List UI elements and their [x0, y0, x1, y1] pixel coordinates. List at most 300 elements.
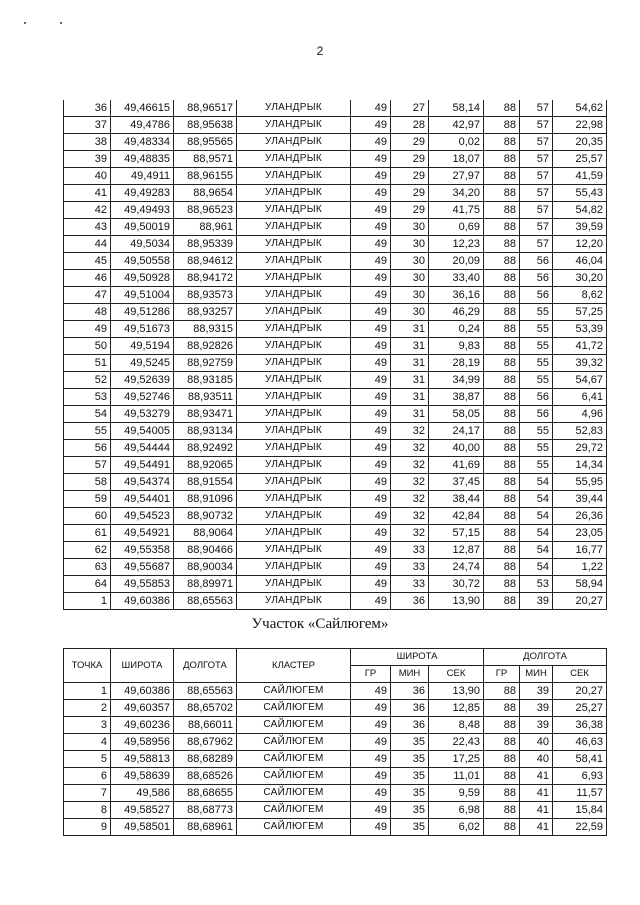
table-cell: 36 [64, 100, 111, 117]
table-cell: 49 [351, 751, 391, 768]
table-cell: 0,24 [429, 321, 484, 338]
table-cell: 47 [64, 287, 111, 304]
table-cell: 49,52746 [111, 389, 174, 406]
table-cell: 88 [484, 717, 520, 734]
table-cell: 49,49493 [111, 202, 174, 219]
table-cell: 41 [520, 819, 553, 836]
table-cell: 49 [351, 151, 391, 168]
cell-cluster: САЙЛЮГЕМ [237, 717, 351, 734]
table-cell: 57 [520, 236, 553, 253]
table-row [64, 457, 607, 474]
table-cell: 88 [484, 304, 520, 321]
table-cell: 30,72 [429, 576, 484, 593]
table-cell: 62 [64, 542, 111, 559]
table-cell: 32 [391, 457, 429, 474]
table-cell: 88 [484, 734, 520, 751]
table-cell: 88 [484, 406, 520, 423]
cell-cluster: УЛАНДРЫК [237, 474, 351, 491]
table-cell: 28,19 [429, 355, 484, 372]
table-cell: 49 [351, 100, 391, 117]
table-cell: 35 [391, 785, 429, 802]
scan-speck [24, 22, 26, 24]
table-cell: 40 [520, 734, 553, 751]
table-cell: 49 [351, 593, 391, 610]
cell-cluster: УЛАНДРЫК [237, 219, 351, 236]
table-cell: 41 [64, 185, 111, 202]
table-cell: 57 [520, 100, 553, 117]
table-cell: 22,59 [553, 819, 607, 836]
table-cell: 3 [64, 717, 111, 734]
table-cell: 49,55853 [111, 576, 174, 593]
table-cell: 49 [351, 423, 391, 440]
cell-cluster: САЙЛЮГЕМ [237, 734, 351, 751]
table-row [64, 802, 607, 819]
table-cell: 30 [391, 287, 429, 304]
table-cell: 88,90732 [174, 508, 237, 525]
table-cell: 30 [391, 304, 429, 321]
table-cell: 57 [520, 202, 553, 219]
table-body [64, 683, 607, 836]
table-row [64, 372, 607, 389]
table-cell: 49,58501 [111, 819, 174, 836]
table-cell: 54 [520, 525, 553, 542]
cell-cluster: УЛАНДРЫК [237, 525, 351, 542]
table-cell: 31 [391, 389, 429, 406]
table-cell: 49,50019 [111, 219, 174, 236]
table-row [64, 525, 607, 542]
header-lon-degrees: ГР [484, 666, 520, 683]
table-cell: 54,82 [553, 202, 607, 219]
table-cell: 49 [351, 321, 391, 338]
table-cell: 88,92065 [174, 457, 237, 474]
table-cell: 88 [484, 474, 520, 491]
table-cell: 88 [484, 683, 520, 700]
table-cell: 49,60236 [111, 717, 174, 734]
table-cell: 1 [64, 683, 111, 700]
table-cell: 88,92759 [174, 355, 237, 372]
table-cell: 54 [64, 406, 111, 423]
table-cell: 88,94612 [174, 253, 237, 270]
table-cell: 29 [391, 202, 429, 219]
table-cell: 88 [484, 508, 520, 525]
table-cell: 48 [64, 304, 111, 321]
table-cell: 49 [351, 219, 391, 236]
table-cell: 88 [484, 338, 520, 355]
table-row [64, 785, 607, 802]
table-cell: 13,90 [429, 683, 484, 700]
table-cell: 57 [520, 151, 553, 168]
table-row [64, 185, 607, 202]
table-cell: 49,54374 [111, 474, 174, 491]
table-cell: 49,5194 [111, 338, 174, 355]
table-cell: 56 [64, 440, 111, 457]
table-cell: 6,98 [429, 802, 484, 819]
table-cell: 49 [351, 819, 391, 836]
table-cell: 88 [484, 751, 520, 768]
table-cell: 88 [484, 576, 520, 593]
table-cell: 22,98 [553, 117, 607, 134]
cell-cluster: УЛАНДРЫК [237, 236, 351, 253]
table-cell: 88,95638 [174, 117, 237, 134]
table-cell: 54 [520, 542, 553, 559]
table-cell: 55 [520, 304, 553, 321]
table-cell: 60 [64, 508, 111, 525]
cell-cluster: УЛАНДРЫК [237, 168, 351, 185]
table-cell: 32 [391, 525, 429, 542]
table-cell: 49 [351, 168, 391, 185]
table-cell: 88 [484, 525, 520, 542]
table-cell: 25,27 [553, 700, 607, 717]
table-cell: 12,20 [553, 236, 607, 253]
table-cell: 49 [351, 785, 391, 802]
table-cell: 46,04 [553, 253, 607, 270]
table-row [64, 474, 607, 491]
table-cell: 58,05 [429, 406, 484, 423]
header-cluster: КЛАСТЕР [237, 649, 351, 683]
table-cell: 54,67 [553, 372, 607, 389]
cell-cluster: УЛАНДРЫК [237, 253, 351, 270]
table-cell: 88 [484, 542, 520, 559]
table-cell: 6 [64, 768, 111, 785]
table-cell: 55 [64, 423, 111, 440]
table-cell: 49 [351, 734, 391, 751]
table-cell: 88 [484, 785, 520, 802]
table-cell: 15,84 [553, 802, 607, 819]
table-cell: 9 [64, 819, 111, 836]
table-cell: 41 [520, 785, 553, 802]
table-cell: 88 [484, 117, 520, 134]
table-cell: 49,4911 [111, 168, 174, 185]
table-cell: 49,54921 [111, 525, 174, 542]
cell-cluster: УЛАНДРЫК [237, 372, 351, 389]
cell-cluster: УЛАНДРЫК [237, 117, 351, 134]
table-cell: 88,65563 [174, 593, 237, 610]
table-row [64, 287, 607, 304]
table-cell: 88 [484, 321, 520, 338]
table-cell: 39 [520, 717, 553, 734]
table-cell: 49 [351, 491, 391, 508]
table-cell: 28 [391, 117, 429, 134]
table-cell: 88 [484, 559, 520, 576]
table-body [64, 100, 607, 610]
table-cell: 30,20 [553, 270, 607, 287]
cell-cluster: УЛАНДРЫК [237, 440, 351, 457]
table-cell: 34,20 [429, 185, 484, 202]
header-lat-minutes: МИН [391, 666, 429, 683]
table-cell: 40,00 [429, 440, 484, 457]
cell-cluster: УЛАНДРЫК [237, 576, 351, 593]
table-cell: 57 [520, 134, 553, 151]
table-cell: 49,55358 [111, 542, 174, 559]
header-latitude-group: ШИРОТА [351, 649, 484, 666]
table-cell: 49,51673 [111, 321, 174, 338]
table-cell: 40 [520, 751, 553, 768]
table-cell: 35 [391, 819, 429, 836]
cell-cluster: УЛАНДРЫК [237, 355, 351, 372]
table-cell: 88,90466 [174, 542, 237, 559]
table-row [64, 819, 607, 836]
table-cell: 88 [484, 768, 520, 785]
table-cell: 14,34 [553, 457, 607, 474]
section-title: Участок «Сайлюгем» [251, 616, 389, 632]
table-cell: 88,94172 [174, 270, 237, 287]
table-cell: 52,83 [553, 423, 607, 440]
header-lon-minutes: МИН [520, 666, 553, 683]
table-cell: 58,41 [553, 751, 607, 768]
table-cell: 0,69 [429, 219, 484, 236]
table-row [64, 768, 607, 785]
table-cell: 49,60357 [111, 700, 174, 717]
table-cell: 88,68655 [174, 785, 237, 802]
table-cell: 49 [351, 304, 391, 321]
table-cell: 55 [520, 440, 553, 457]
header-latitude: ШИРОТА [111, 649, 174, 683]
table-cell: 29 [391, 168, 429, 185]
table-cell: 88 [484, 457, 520, 474]
table-row [64, 100, 607, 117]
table-cell: 39 [520, 683, 553, 700]
table-cell: 46,29 [429, 304, 484, 321]
table-cell: 1 [64, 593, 111, 610]
table-row [64, 338, 607, 355]
table-cell: 31 [391, 321, 429, 338]
header-lat-seconds: СЕК [429, 666, 484, 683]
table-cell: 49,52639 [111, 372, 174, 389]
table-cell: 33 [391, 559, 429, 576]
table-cell: 49,60386 [111, 593, 174, 610]
table-cell: 6,41 [553, 389, 607, 406]
table-row [64, 491, 607, 508]
table-cell: 9,83 [429, 338, 484, 355]
table-row [64, 508, 607, 525]
table-cell: 41,59 [553, 168, 607, 185]
table-cell: 1,22 [553, 559, 607, 576]
cell-cluster: САЙЛЮГЕМ [237, 785, 351, 802]
table-row [64, 304, 607, 321]
table-cell: 88,96155 [174, 168, 237, 185]
table-cell: 17,25 [429, 751, 484, 768]
table-cell: 55,43 [553, 185, 607, 202]
table-cell: 51 [64, 355, 111, 372]
table-cell: 53 [64, 389, 111, 406]
table-cell: 35 [391, 768, 429, 785]
table-cell: 88,68773 [174, 802, 237, 819]
table-cell: 24,17 [429, 423, 484, 440]
table-cell: 40 [64, 168, 111, 185]
table-cell: 88 [484, 355, 520, 372]
table-row [64, 134, 607, 151]
table-cell: 8,62 [553, 287, 607, 304]
table-cell: 88,92492 [174, 440, 237, 457]
table-cell: 41 [520, 768, 553, 785]
table-cell: 36,16 [429, 287, 484, 304]
cell-cluster: УЛАНДРЫК [237, 491, 351, 508]
table-cell: 30 [391, 270, 429, 287]
table-cell: 54 [520, 508, 553, 525]
table-cell: 88 [484, 802, 520, 819]
table-cell: 88 [484, 202, 520, 219]
table-cell: 49 [351, 440, 391, 457]
table-cell: 31 [391, 355, 429, 372]
table-cell: 49,5245 [111, 355, 174, 372]
table-cell: 49 [351, 474, 391, 491]
table-cell: 88 [484, 270, 520, 287]
table-cell: 12,85 [429, 700, 484, 717]
cell-cluster: УЛАНДРЫК [237, 423, 351, 440]
table-cell: 29 [391, 185, 429, 202]
table-cell: 36 [391, 593, 429, 610]
table-cell: 12,23 [429, 236, 484, 253]
table-cell: 23,05 [553, 525, 607, 542]
table-cell: 11,01 [429, 768, 484, 785]
table-cell: 32 [391, 474, 429, 491]
table-cell: 88,93573 [174, 287, 237, 304]
table-cell: 45 [64, 253, 111, 270]
table-cell: 88,68526 [174, 768, 237, 785]
table-cell: 49 [351, 683, 391, 700]
table-cell: 88,9315 [174, 321, 237, 338]
table-cell: 88,68289 [174, 751, 237, 768]
table-cell: 88,93511 [174, 389, 237, 406]
table-cell: 52 [64, 372, 111, 389]
cell-cluster: УЛАНДРЫК [237, 406, 351, 423]
table-cell: 35 [391, 751, 429, 768]
table-cell: 88,68961 [174, 819, 237, 836]
cell-cluster: САЙЛЮГЕМ [237, 819, 351, 836]
table-cell: 57 [64, 457, 111, 474]
table-cell: 49 [351, 202, 391, 219]
table-cell: 56 [520, 287, 553, 304]
table-row [64, 559, 607, 576]
table-cell: 64 [64, 576, 111, 593]
table-row [64, 683, 607, 700]
table-cell: 49 [351, 338, 391, 355]
table-row [64, 168, 607, 185]
table-cell: 2 [64, 700, 111, 717]
table-cell: 32 [391, 423, 429, 440]
table-cell: 49 [351, 559, 391, 576]
table-cell: 49,54523 [111, 508, 174, 525]
table-cell: 49,58639 [111, 768, 174, 785]
table-cell: 56 [520, 253, 553, 270]
table-cell: 55,95 [553, 474, 607, 491]
table-cell: 8,48 [429, 717, 484, 734]
table-cell: 20,35 [553, 134, 607, 151]
table-cell: 20,27 [553, 683, 607, 700]
table-cell: 42,84 [429, 508, 484, 525]
table-row [64, 751, 607, 768]
table-row [64, 321, 607, 338]
coordinates-table-ulandryk [63, 100, 607, 610]
table-cell: 30 [391, 219, 429, 236]
table-cell: 49 [351, 236, 391, 253]
table-cell: 57,25 [553, 304, 607, 321]
table-cell: 88,96517 [174, 100, 237, 117]
table-cell: 39 [520, 700, 553, 717]
table-cell: 49 [351, 508, 391, 525]
table-cell: 49 [351, 134, 391, 151]
table-cell: 33 [391, 542, 429, 559]
table-cell: 36 [391, 683, 429, 700]
cell-cluster: САЙЛЮГЕМ [237, 802, 351, 819]
table-row [64, 734, 607, 751]
table-row [64, 542, 607, 559]
table-cell: 49,50558 [111, 253, 174, 270]
table-cell: 49 [351, 717, 391, 734]
table-cell: 57 [520, 117, 553, 134]
header-lat-degrees: ГР [351, 666, 391, 683]
table-cell: 55 [520, 338, 553, 355]
table-cell: 88,96523 [174, 202, 237, 219]
cell-cluster: УЛАНДРЫК [237, 593, 351, 610]
table-row [64, 423, 607, 440]
table-cell: 5 [64, 751, 111, 768]
table-cell: 57,15 [429, 525, 484, 542]
table-cell: 20,09 [429, 253, 484, 270]
table-cell: 88,65563 [174, 683, 237, 700]
table-cell: 31 [391, 338, 429, 355]
table-cell: 49,50928 [111, 270, 174, 287]
table-cell: 27,97 [429, 168, 484, 185]
table-cell: 50 [64, 338, 111, 355]
table-row [64, 236, 607, 253]
table-cell: 16,77 [553, 542, 607, 559]
table-cell: 88 [484, 593, 520, 610]
table-cell: 63 [64, 559, 111, 576]
table-cell: 58,94 [553, 576, 607, 593]
table-cell: 49 [351, 576, 391, 593]
table-cell: 30 [391, 253, 429, 270]
table-cell: 55 [520, 321, 553, 338]
table-cell: 38,44 [429, 491, 484, 508]
table-cell: 49,53279 [111, 406, 174, 423]
table-cell: 49,55687 [111, 559, 174, 576]
cell-cluster: УЛАНДРЫК [237, 287, 351, 304]
cell-cluster: УЛАНДРЫК [237, 134, 351, 151]
table-cell: 49,54491 [111, 457, 174, 474]
table-row [64, 700, 607, 717]
table-cell: 49 [351, 802, 391, 819]
table-cell: 57 [520, 168, 553, 185]
table-cell: 41,72 [553, 338, 607, 355]
table-cell: 58,14 [429, 100, 484, 117]
table-cell: 56 [520, 389, 553, 406]
table-cell: 88 [484, 100, 520, 117]
table-row [64, 355, 607, 372]
table-cell: 18,07 [429, 151, 484, 168]
table-cell: 88 [484, 700, 520, 717]
table-cell: 42,97 [429, 117, 484, 134]
table-cell: 4,96 [553, 406, 607, 423]
table-cell: 25,57 [553, 151, 607, 168]
cell-cluster: УЛАНДРЫК [237, 338, 351, 355]
table-cell: 46 [64, 270, 111, 287]
table-cell: 88 [484, 185, 520, 202]
table-cell: 49 [351, 253, 391, 270]
table-cell: 88 [484, 134, 520, 151]
header-longitude-group: ДОЛГОТА [484, 649, 607, 666]
table-cell: 88,93257 [174, 304, 237, 321]
table-cell: 88,93134 [174, 423, 237, 440]
table-row [64, 202, 607, 219]
table-cell: 32 [391, 491, 429, 508]
table-cell: 0,02 [429, 134, 484, 151]
table-cell: 88,89971 [174, 576, 237, 593]
table-cell: 33,40 [429, 270, 484, 287]
cell-cluster: УЛАНДРЫК [237, 185, 351, 202]
table-cell: 88 [484, 423, 520, 440]
table-cell: 88,95339 [174, 236, 237, 253]
